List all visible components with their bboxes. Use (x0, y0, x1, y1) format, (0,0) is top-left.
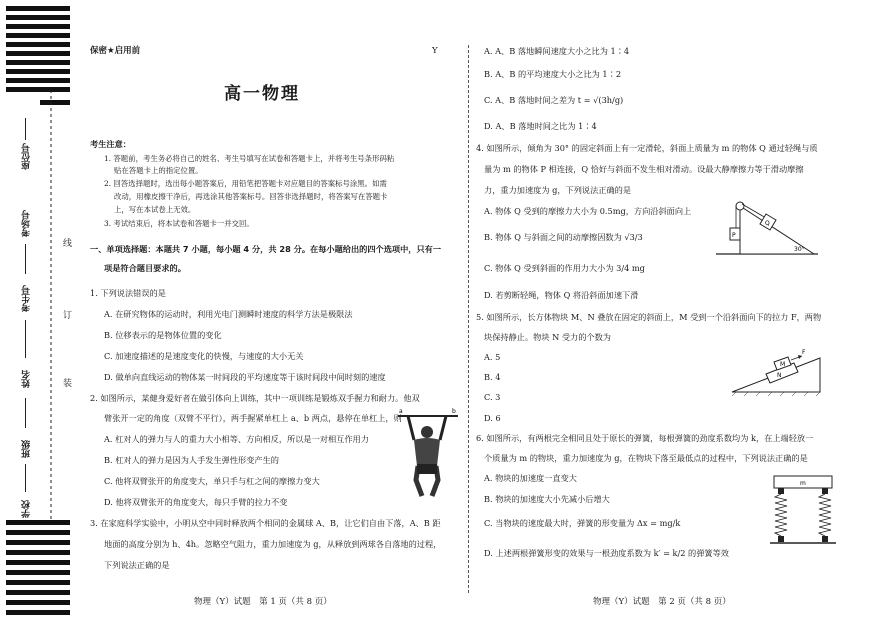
q4-option-c: C. 物体 Q 受到斜面的作用力大小为 3/4 mg (484, 263, 645, 273)
field-line (25, 398, 26, 428)
section-heading-cont: 项是符合题目要求的。 (104, 263, 186, 273)
field-line (25, 244, 26, 274)
q3-stem-cont2: 下列说法正确的是 (104, 560, 170, 570)
q5-option-c: C. 3 (484, 392, 501, 402)
notice-line: 1. 答题前，考生务必将自己的姓名、考生号填写在试卷和答题卡上，并将考生号条形码粘 (104, 154, 395, 163)
seal-mark: 线 (61, 238, 71, 247)
footer-right: 物理（Y）试题 第 2 页（共 8 页） (593, 597, 731, 607)
q4-stem: 4. 如图所示，倾角为 30° 的固定斜面上有一定滑轮，斜面上质量为 m 的物体 Q 通过轻绳与质 (476, 143, 818, 153)
field-exam-room: 考场号 (22, 210, 32, 237)
confidential-label: 保密★启用前 (90, 46, 141, 56)
q4-label-p: P (732, 232, 736, 239)
q3-option-a: A. A、B 落地瞬间速度大小之比为 1∶4 (484, 46, 630, 56)
q5-label-f: F (802, 349, 806, 356)
q2-label-b: b (452, 408, 456, 415)
page-title: 高一物理 (224, 84, 300, 104)
q5-label-n: N (777, 372, 782, 379)
q1-option-c: C. 加速度描述的是速度变化的快慢，与速度的大小无关 (104, 351, 304, 361)
q1-option-a: A. 在研究物体的运动时，利用光电门测瞬时速度的科学方法是极限法 (104, 309, 353, 319)
q6-option-b: B. 物块的加速度大小先减小后增大 (484, 494, 610, 504)
q4-option-a: A. 物体 Q 受到的摩擦力大小为 0.5mg，方向沿斜面向上 (484, 206, 692, 216)
q4-stem-cont2: 力，重力加速度为 g，下列说法正确的是 (484, 185, 632, 195)
q3-option-c: C. A、B 落地时间之差为 t = √(3h/g) (484, 95, 624, 105)
q6-stem: 6. 如图所示，有两根完全相同且处于原长的弹簧，每根弹簧的劲度系数均为 k，在上端轻放一 (476, 433, 814, 443)
q2-stem-cont: 臂张开一定的角度（双臂不平行），两手握紧单杠上 a、b 两点，悬停在单杠上，则 (104, 413, 402, 423)
q5-stem: 5. 如图所示，长方体物块 M、N 叠放在固定的斜面上，M 受到一个沿斜面向下的拉力 F，两物 (476, 312, 822, 322)
q3-option-b: B. A、B 的平均速度大小之比为 1∶2 (484, 69, 622, 79)
q2-label-a: a (399, 408, 403, 415)
field-line (25, 464, 26, 492)
q6-label-m: m (800, 480, 806, 487)
q4-option-d: D. 若剪断轻绳，物体 Q 将沿斜面加速下滑 (484, 290, 639, 300)
q6-option-a: A. 物块的加速度一直变大 (484, 473, 577, 483)
paper-code: Y (432, 46, 438, 56)
q4-option-b: B. 物体 Q 与斜面之间的动摩擦因数为 √3/3 (484, 232, 643, 242)
q4-label-q: Q (765, 220, 770, 227)
field-line (25, 118, 26, 140)
q1-option-b: B. 位移表示的是物体位置的变化 (104, 330, 222, 340)
q4-label-angle: 30° (794, 246, 805, 253)
q3-stem: 3. 在家庭科学实验中，小明从空中同时释放两个相同的金属球 A、B，让它们自由下落，A、B 距 (90, 518, 441, 528)
notice-heading: 考生注意： (90, 139, 131, 149)
field-class: 班级 (22, 440, 32, 458)
footer-left: 物理（Y）试题 第 1 页（共 8 页） (194, 597, 332, 607)
q5-option-a: A. 5 (484, 352, 501, 362)
q1-stem: 1. 下列说法错误的是 (90, 288, 166, 298)
q5-option-d: D. 6 (484, 413, 501, 423)
q5-option-b: B. 4 (484, 372, 501, 382)
q1-option-d: D. 做单向直线运动的物体某一时间段的平均速度等于该时间段中间时刻的速度 (104, 372, 386, 382)
q2-option-c: C. 他将双臂张开的角度变大，单只手与杠之间的摩擦力变大 (104, 476, 320, 486)
q4-incline-figure (714, 196, 820, 260)
notice-line: 贴在答题卡上的指定位置。 (114, 166, 203, 175)
q6-option-c: C. 当物块的速度最大时，弹簧的形变量为 Δx = mg/k (484, 518, 681, 528)
page-divider (468, 45, 469, 593)
field-line (25, 320, 26, 358)
field-seat-number: 座位号 (22, 143, 32, 170)
notice-line: 3. 考试结束后，将本试卷和答题卡一并交回。 (104, 219, 254, 228)
q5-label-m: M (780, 361, 786, 368)
q6-option-d: D. 上述两根弹簧形变的效果与一根劲度系数为 k′ = k/2 的弹簧等效 (484, 548, 729, 558)
q3-option-d: D. A、B 落地时间之比为 1∶4 (484, 121, 597, 131)
seal-mark: 订 (61, 310, 71, 319)
notice-line: 上，写在本试卷上无效。 (114, 205, 196, 214)
q4-stem-cont: 量为 m 的物体 P 相连接，Q 恰好与斜面不发生相对滑动。设最大静摩擦力等于滑动摩擦 (484, 164, 804, 174)
field-school: 学校 (22, 500, 32, 518)
field-name: 姓名 (22, 370, 32, 388)
field-candidate-number: 考生号 (22, 285, 32, 312)
q5-stem-cont: 块保持静止。物块 N 受力的个数为 (484, 332, 611, 342)
notice-line: 改动，用橡皮擦干净后，再选涂其他答案标号。回答非选择题时，将答案写在答题卡 (114, 192, 388, 201)
q2-pullup-figure (396, 408, 460, 502)
q6-stem-cont: 个质量为 m 的物块，重力加速度为 g，在物块下落至最低点的过程中，下列说法正确的是 (484, 453, 808, 463)
q3-stem-cont: 地面的高度分别为 h、4h。忽略空气阻力，重力加速度为 g，从释放到两球各自落地的过程， (104, 539, 442, 549)
q2-stem: 2. 如图所示，某健身爱好者在做引体向上训练，其中一项训练是锻炼双手握力和耐力。他双 (90, 393, 420, 403)
q2-option-a: A. 杠对人的弹力与人的重力大小相等、方向相反，所以是一对相互作用力 (104, 434, 369, 444)
q2-option-b: B. 杠对人的弹力是因为人手发生弹性形变产生的 (104, 455, 279, 465)
q5-slope-figure (728, 340, 824, 396)
section-heading: 一、单项选择题：本题共 7 小题，每小题 4 分，共 28 分。在每小题给出的四个选项中，只有一 (90, 244, 442, 254)
notice-line: 2. 回答选择题时，选出每小题答案后，用铅笔把答题卡对应题目的答案标号涂黑。如需 (104, 179, 387, 188)
q2-option-d: D. 他将双臂张开的角度变大，每只手臂的拉力不变 (104, 497, 288, 507)
q6-springs-figure (768, 472, 838, 552)
seal-mark: 装 (61, 378, 71, 387)
